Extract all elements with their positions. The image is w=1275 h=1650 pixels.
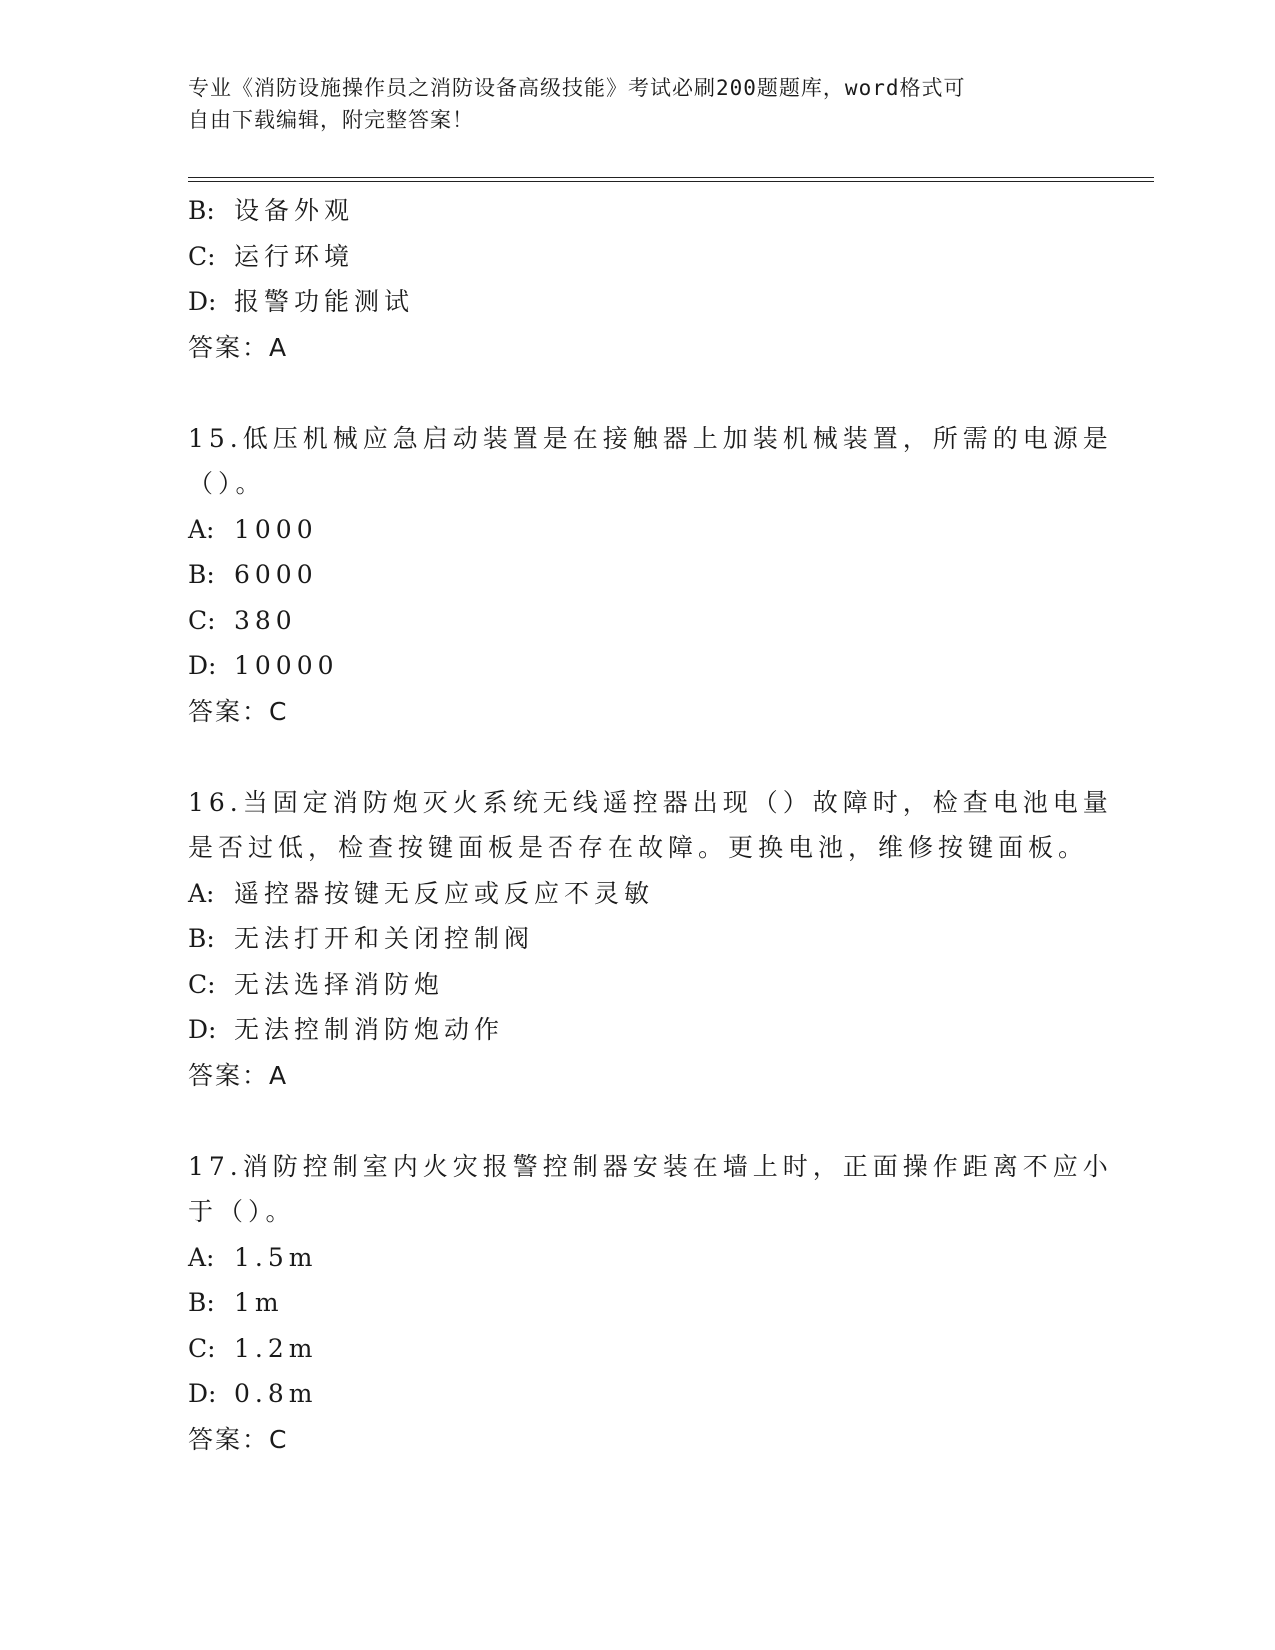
option-b (188, 916, 1088, 962)
question-block (188, 780, 1113, 1099)
option-d (188, 1371, 1088, 1417)
option-label: C: (188, 1333, 216, 1363)
option-text: 380 (234, 605, 297, 635)
option-text: 6000 (234, 560, 318, 589)
question-text-line-2: 是否过低，检查按键面板是否存在故障。更换电池，维修按键面板。 (188, 833, 1089, 862)
option-a (188, 507, 1088, 553)
header-line-2: 自由下载编辑，附完整答案！ (188, 108, 474, 132)
option-text: 1.2m (234, 1333, 318, 1363)
option-label: D: (188, 1379, 217, 1408)
option-c (188, 234, 1088, 280)
option-label: A: (188, 878, 215, 908)
option-b (188, 552, 1088, 598)
option-label: B: (188, 924, 215, 953)
option-text: 无法选择消防炮 (234, 969, 445, 999)
question-block (188, 1144, 1113, 1463)
question-text-line-2: 于（）。 (188, 1197, 296, 1226)
option-a (188, 871, 1088, 917)
option-label: A: (188, 1242, 215, 1272)
option-d (188, 279, 1088, 325)
header-rule-bottom (188, 181, 1154, 182)
header-rule-top (188, 177, 1154, 178)
option-text: 设备外观 (234, 196, 355, 225)
option-label: B: (188, 1288, 215, 1317)
option-label: C: (188, 241, 216, 271)
option-label: C: (188, 969, 216, 999)
option-text: 1m (234, 1288, 284, 1317)
option-text: 0.8m (234, 1379, 318, 1408)
option-a (188, 1235, 1088, 1281)
option-label: D: (188, 1015, 217, 1044)
spacer (188, 1098, 1088, 1144)
option-text: 无法控制消防炮动作 (234, 1015, 505, 1044)
option-c (188, 598, 1088, 644)
option-text: 10000 (234, 651, 339, 680)
option-b (188, 188, 1088, 234)
answer: 答案：C (188, 1424, 289, 1454)
answer: 答案：C (188, 696, 289, 726)
prev-question-block (188, 188, 1088, 370)
header-line-1: 专业《消防设施操作员之消防设备高级技能》考试必刷200题题库，word格式可 (188, 76, 966, 100)
option-d (188, 1007, 1088, 1053)
question-text-line-1: 17.消防控制室内火灾报警控制器安装在墙上时，正面操作距离不应小 (188, 1151, 1113, 1181)
option-text: 遥控器按键无反应或反应不灵敏 (234, 878, 655, 908)
question-text-line-1: 16.当固定消防炮灭火系统无线遥控器出现（）故障时，检查电池电量 (188, 787, 1113, 817)
page-content (188, 188, 1113, 1462)
option-text: 运行环境 (234, 241, 355, 271)
option-label: A: (188, 514, 215, 544)
option-text: 1.5m (234, 1242, 318, 1272)
option-c (188, 1326, 1088, 1372)
answer: 答案：A (188, 1060, 289, 1090)
question-text-line-2: （）。 (188, 469, 266, 498)
spacer (188, 734, 1088, 780)
option-label: B: (188, 196, 215, 225)
option-c (188, 962, 1088, 1008)
option-d (188, 643, 1088, 689)
option-label: C: (188, 605, 216, 635)
option-label: D: (188, 651, 217, 680)
option-b (188, 1280, 1088, 1326)
option-label: B: (188, 560, 215, 589)
page-header (188, 72, 1068, 136)
question-text-line-1: 15.低压机械应急启动装置是在接触器上加装机械装置，所需的电源是 (188, 423, 1113, 453)
question-block (188, 416, 1113, 735)
option-text: 报警功能测试 (234, 287, 415, 316)
spacer (188, 370, 1088, 416)
answer: 答案：A (188, 332, 289, 362)
option-text: 无法打开和关闭控制阀 (234, 924, 535, 953)
option-label: D: (188, 287, 217, 316)
option-text: 1000 (234, 514, 318, 544)
